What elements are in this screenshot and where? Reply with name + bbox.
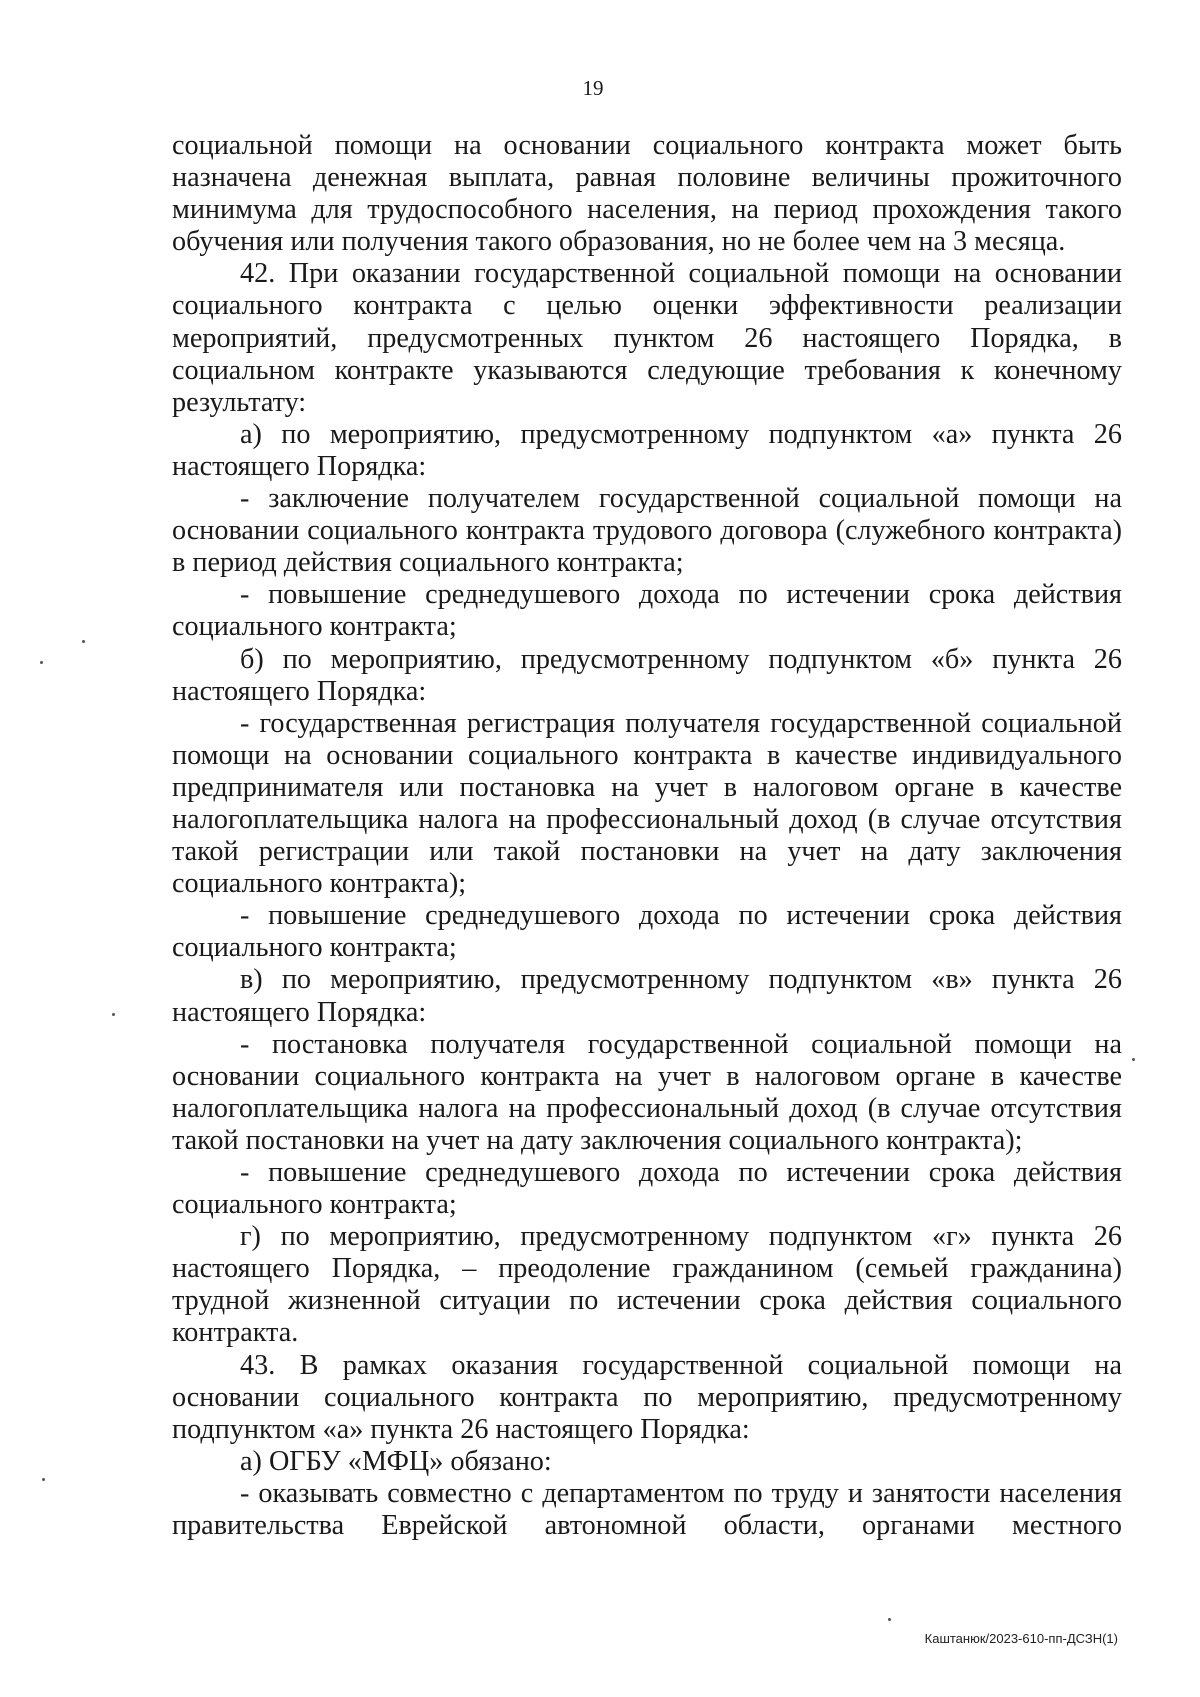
- subitem-g: г) по мероприятию, предусмотренному подпунктом «г» пункта 26 настоящего Порядка, – преодоление гражданином (семьей гражданина) трудной жизненной ситуации по истечении срока действия социального контракта.: [172, 1221, 1122, 1349]
- footer-document-code: Каштанюк/2023-610-пп-ДСЗН(1): [924, 1631, 1118, 1646]
- requirement-income-increase-b: - повышение среднедушевого дохода по истечении срока действия социального контракта;: [172, 900, 1122, 964]
- paragraph-continuation: социальной помощи на основании социального контракта может быть назначена денежная выплата, равная половине величины прожиточного минимума для трудоспособного населения, на период прохождения такого обучения или получения такого образования, но не более чем на 3 месяца.: [172, 130, 1122, 258]
- scan-speck: [42, 1478, 45, 1481]
- scan-speck: [112, 1013, 115, 1016]
- subitem-v: в) по мероприятию, предусмотренному подпунктом «в» пункта 26 настоящего Порядка:: [172, 964, 1122, 1028]
- requirement-income-increase-a: - повышение среднедушевого дохода по истечении срока действия социального контракта;: [172, 579, 1122, 643]
- scan-speck: [888, 1618, 891, 1621]
- paragraph-mfc-duty: - оказывать совместно с департаментом по труду и занятости населения правительства Еврейской автономной области, органами местного: [172, 1477, 1122, 1542]
- paragraph-item-42: 42. При оказании государственной социальной помощи на основании социального контракта с целью оценки эффективности реализации мероприятий, предусмотренных пунктом 26 настоящего Порядка, в социальном контракте указываются следующие требования к конечному результату:: [172, 258, 1122, 418]
- page-number: 19: [582, 76, 604, 100]
- requirement-tax-registration: - постановка получателя государственной социальной помощи на основании социального контракта на учет в налоговом органе в качестве налогоплательщика налога на профессиональный доход (в случае отсутствия такой постановки на учет на дату заключения социального контракта);: [172, 1028, 1122, 1156]
- paragraph-item-43: 43. В рамках оказания государственной социальной помощи на основании социального контракта по мероприятию, предусмотренному подпунктом «а» пункта 26 настоящего Порядка:: [172, 1349, 1122, 1445]
- requirement-income-increase-v: - повышение среднедушевого дохода по истечении срока действия социального контракта;: [172, 1157, 1122, 1221]
- document-body: [172, 130, 1122, 1542]
- scan-speck: [1132, 1058, 1135, 1061]
- requirement-business-registration: - государственная регистрация получателя государственной социальной помощи на основании социального контракта в качестве индивидуального предпринимателя или постановка на учет в налоговом органе в качестве налогоплательщика налога на профессиональный доход (в случае отсутствия такой регистрации или такой постановки на учет на дату заключения социального контракта);: [172, 707, 1122, 900]
- requirement-employment-contract: - заключение получателем государственной социальной помощи на основании социального контракта трудового договора (служебного контракта) в период действия социального контракта;: [172, 483, 1122, 579]
- subitem-b: б) по мероприятию, предусмотренному подпунктом «б» пункта 26 настоящего Порядка:: [172, 643, 1122, 707]
- scan-speck: [82, 640, 85, 643]
- subitem-43-a: а) ОГБУ «МФЦ» обязано:: [240, 1445, 552, 1477]
- subitem-a: а) по мероприятию, предусмотренному подпунктом «а» пункта 26 настоящего Порядка:: [172, 418, 1122, 482]
- scan-speck: [40, 661, 43, 664]
